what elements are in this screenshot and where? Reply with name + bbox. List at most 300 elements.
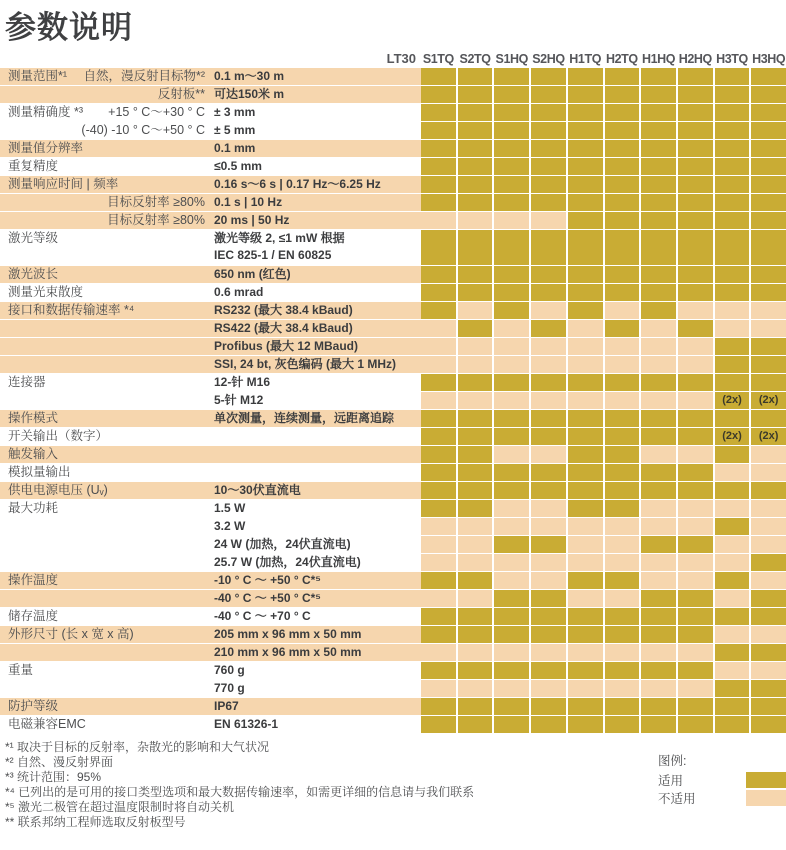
cell-applicable-s2hq (531, 68, 566, 85)
cell-not-applicable-s2tq (458, 302, 493, 319)
legend-swatch-applicable (746, 772, 786, 788)
row-cells (421, 176, 786, 193)
cell-applicable-s2hq (531, 320, 566, 337)
cell-applicable-h3tq (715, 698, 750, 715)
cell-not-applicable-h1tq (568, 536, 603, 553)
cell-applicable-h1tq (568, 698, 603, 715)
cell-applicable-h2tq (605, 626, 640, 643)
row-cells (421, 356, 786, 373)
cell-not-applicable-s2tq (458, 212, 493, 229)
cell-not-applicable-h2tq (605, 392, 640, 409)
cell-not-applicable-s2tq (458, 644, 493, 661)
cell-applicable-s1hq (494, 536, 529, 553)
cell-not-applicable-s1hq (494, 572, 529, 589)
row-left-pane (0, 158, 421, 175)
cell-applicable-h3tq (715, 338, 750, 355)
cell-applicable-h2hq (678, 536, 713, 553)
row-left-pane (0, 140, 421, 157)
cell-applicable-s2tq (458, 572, 493, 589)
cell-applicable-s1hq (494, 230, 529, 265)
cell-not-applicable-s2hq (531, 500, 566, 517)
cell-applicable-h2hq (678, 104, 713, 121)
cell-applicable-h2tq (605, 194, 640, 211)
row-cells (421, 302, 786, 319)
cell-applicable-h1tq (568, 464, 603, 481)
cell-applicable-h3hq (751, 230, 786, 265)
cell-not-applicable-s2hq (531, 212, 566, 229)
cell-applicable-h1tq (568, 410, 603, 427)
cell-applicable-s1hq (494, 464, 529, 481)
row-cells (421, 284, 786, 301)
cell-applicable-h1hq (641, 86, 676, 103)
column-header-s2hq: S2HQ (532, 52, 565, 66)
cell-applicable-s1tq (421, 176, 456, 193)
footnote: ** 联系邦纳工程师选取反射板型号 (5, 815, 186, 829)
cell-applicable-h1hq (641, 374, 676, 391)
row-value: -40 ° C ～ +50 ° C*⁵ (214, 591, 321, 605)
cell-applicable-h2tq (605, 716, 640, 733)
row-cells (421, 482, 786, 499)
cell-not-applicable-h2tq (605, 536, 640, 553)
cell-applicable-s1hq (494, 374, 529, 391)
row-left-pane (0, 86, 421, 103)
cell-not-applicable-h3hq (751, 626, 786, 643)
legend-label-applicable: 适用 (658, 774, 684, 788)
cell-applicable-s2tq (458, 284, 493, 301)
table-row (0, 356, 786, 373)
cell-not-applicable-s2tq (458, 338, 493, 355)
table-row (0, 680, 786, 697)
row-sublabel: (-40) -10 ° C～+50 ° C (81, 123, 205, 137)
row-label: 激光波长 (8, 267, 59, 281)
row-left-pane (0, 626, 421, 643)
table-row (0, 518, 786, 535)
row-left-pane (0, 104, 421, 121)
table-row (0, 374, 786, 391)
cell-applicable-s1hq (494, 626, 529, 643)
cell-applicable-h1hq (641, 590, 676, 607)
cell-applicable-s2tq (458, 194, 493, 211)
cell-applicable-h1tq (568, 104, 603, 121)
cell-applicable-s2tq (458, 464, 493, 481)
row-value: 770 g (214, 681, 245, 695)
cell-applicable-s2hq (531, 284, 566, 301)
cell-applicable-h1tq (568, 626, 603, 643)
cell-applicable-h2hq (678, 194, 713, 211)
cell-applicable-h1tq (568, 158, 603, 175)
cell-applicable-h3tq (715, 266, 750, 283)
cell-applicable-h1hq (641, 464, 676, 481)
cell-applicable-h2tq (605, 284, 640, 301)
row-cells (421, 626, 786, 643)
table-row (0, 464, 786, 481)
cell-applicable-h1hq (641, 194, 676, 211)
cell-applicable-h3tq (715, 122, 750, 139)
table-row (0, 140, 786, 157)
table-row (0, 284, 786, 301)
row-value: 可达150米 m (214, 87, 285, 101)
cell-applicable-s1hq (494, 590, 529, 607)
cell-not-applicable-s2hq (531, 554, 566, 571)
row-value: EN 61326-1 (214, 717, 279, 731)
cell-not-applicable-h1hq (641, 392, 676, 409)
cell-applicable-h3hq (751, 608, 786, 625)
cell-applicable-h3hq (751, 194, 786, 211)
table-row (0, 428, 786, 445)
cell-applicable-h2hq (678, 482, 713, 499)
table-row (0, 392, 786, 409)
cell-applicable-h1hq (641, 284, 676, 301)
cell-applicable-h2tq (605, 158, 640, 175)
cell-applicable-s2hq (531, 374, 566, 391)
cell-applicable-h1hq (641, 626, 676, 643)
cell-not-applicable-s2tq (458, 590, 493, 607)
row-label: 测量范围*¹ (8, 69, 68, 83)
row-value: 0.1 m～30 m (214, 69, 285, 83)
cell-applicable-s2hq (531, 266, 566, 283)
row-value: 0.1 s | 10 Hz (214, 195, 283, 209)
cell-not-applicable-h3tq (715, 626, 750, 643)
cell-applicable-h2tq (605, 122, 640, 139)
cell-not-applicable-h2hq (678, 446, 713, 463)
cell-applicable-s1tq (421, 410, 456, 427)
row-label: 操作模式 (8, 411, 59, 425)
column-header-h3hq: H3HQ (752, 52, 786, 66)
row-label: 触发输入 (8, 447, 59, 461)
footnote: *¹ 取决于目标的反射率，杂散光的影响和大气状况 (5, 740, 270, 754)
model-column-headers (421, 52, 786, 66)
cell-applicable-h1tq (568, 212, 603, 229)
cell-applicable-s1tq (421, 446, 456, 463)
row-value: ± 5 mm (214, 123, 256, 137)
cell-applicable-h1tq (568, 176, 603, 193)
cell-not-applicable-h3tq (715, 536, 750, 553)
cell-applicable-s1hq (494, 608, 529, 625)
column-header-lt30: LT30 (386, 51, 416, 66)
cell-applicable-s2hq (531, 590, 566, 607)
cell-not-applicable-h2hq (678, 518, 713, 535)
cell-applicable-h2hq (678, 320, 713, 337)
cell-applicable-h2tq (605, 266, 640, 283)
cell-applicable-h2tq (605, 212, 640, 229)
cell-applicable-h2tq (605, 86, 640, 103)
cell-not-applicable-h3hq (751, 572, 786, 589)
cell-applicable-h3tq (715, 104, 750, 121)
cell-applicable-s1tq (421, 158, 456, 175)
row-cells (421, 158, 786, 175)
column-header-s1tq: S1TQ (422, 52, 454, 66)
cell-applicable-h2tq (605, 176, 640, 193)
row-sublabel: 反射板** (157, 87, 205, 101)
cell-applicable-h3hq (751, 86, 786, 103)
row-label: 防护等级 (8, 699, 59, 713)
table-row (0, 266, 786, 283)
cell-applicable-h1hq (641, 410, 676, 427)
cell-applicable-h1hq (641, 302, 676, 319)
cell-applicable-s2tq (458, 500, 493, 517)
cell-applicable-s2tq (458, 410, 493, 427)
cell-applicable-s2hq (531, 428, 566, 445)
spec-table (0, 47, 786, 734)
cell-not-applicable-s2hq (531, 392, 566, 409)
cell-applicable-h2tq (605, 140, 640, 157)
cell-applicable-s1tq (421, 572, 456, 589)
cell-applicable-h2hq (678, 374, 713, 391)
cell-not-applicable-s2hq (531, 302, 566, 319)
cell-applicable-h2hq (678, 158, 713, 175)
row-cells (421, 140, 786, 157)
row-label: 开关输出（数字） (8, 429, 109, 443)
cell-not-applicable-s1tq (421, 680, 456, 697)
table-row (0, 554, 786, 571)
row-label: 连接器 (8, 375, 46, 389)
cell-applicable-s2tq (458, 68, 493, 85)
cell-not-applicable-h3hq (751, 662, 786, 679)
row-left-pane (0, 554, 421, 571)
row-value: SSI, 24 bt, 灰色编码 (最大 1 MHz) (214, 357, 397, 371)
cell-applicable-h3hq (751, 176, 786, 193)
cell-applicable-s1tq (421, 104, 456, 121)
column-header-h2tq: H2TQ (605, 52, 638, 66)
table-row (0, 122, 786, 139)
cell-not-applicable-s2tq (458, 392, 493, 409)
cell-applicable-h3tq (715, 716, 750, 733)
cell-not-applicable-h3tq (715, 302, 750, 319)
cell-applicable-s2tq (458, 428, 493, 445)
row-label: 接口和数据传输速率 *⁴ (8, 303, 135, 317)
cell-applicable-h1tq (568, 716, 603, 733)
cell-not-applicable-h3hq (751, 446, 786, 463)
cell-applicable-s1tq (421, 716, 456, 733)
cell-applicable-h3tq (715, 158, 750, 175)
cell-applicable-s1tq (421, 662, 456, 679)
footnote: *³ 统计范围：95% (5, 770, 102, 784)
row-cells (421, 266, 786, 283)
cell-not-applicable-h1hq (641, 356, 676, 373)
row-left-pane (0, 356, 421, 373)
cell-not-applicable-s2hq (531, 356, 566, 373)
cell-applicable-h2tq (605, 104, 640, 121)
row-cells (421, 68, 786, 85)
table-row (0, 176, 786, 193)
row-left-pane (0, 608, 421, 625)
row-left-pane (0, 428, 421, 445)
table-row (0, 662, 786, 679)
cell-applicable-h1tq (568, 662, 603, 679)
cell-applicable-s2hq (531, 158, 566, 175)
cell-applicable-s2tq (458, 122, 493, 139)
row-label: 测量精确度 *³ (8, 105, 84, 119)
cell-applicable-h2tq (605, 230, 640, 265)
table-row (0, 320, 786, 337)
row-left-pane (0, 572, 421, 589)
cell-not-applicable-h2hq (678, 302, 713, 319)
cell-applicable-h3tq (715, 572, 750, 589)
row-cells (421, 86, 786, 103)
table-row (0, 572, 786, 589)
cell-not-applicable-s1tq (421, 212, 456, 229)
cell-not-applicable-s1tq (421, 590, 456, 607)
cell-applicable-s2tq (458, 374, 493, 391)
cell-not-applicable-s1tq (421, 356, 456, 373)
row-value: RS232 (最大 38.4 kBaud) (214, 303, 353, 317)
legend-title: 图例: (658, 754, 687, 768)
cell-applicable-s1hq (494, 176, 529, 193)
cell-applicable-h2tq (605, 428, 640, 445)
cell-applicable-h3tq (715, 680, 750, 697)
cell-applicable-h2hq (678, 266, 713, 283)
row-value: IP67 (214, 699, 239, 713)
cell-applicable-h1hq (641, 536, 676, 553)
cell-applicable-s1tq (421, 284, 456, 301)
cell-applicable-h3tq (715, 356, 750, 373)
cell-not-applicable-h3hq (751, 518, 786, 535)
cell-applicable-s2hq (531, 464, 566, 481)
row-left-pane (0, 338, 421, 355)
cell-applicable-h1tq (568, 446, 603, 463)
cell-applicable-h2tq (605, 482, 640, 499)
table-row (0, 716, 786, 733)
row-value: 5-针 M12 (214, 393, 264, 407)
cell-not-applicable-s2hq (531, 446, 566, 463)
cell-applicable-s2hq (531, 140, 566, 157)
cell-applicable-h2tq (605, 662, 640, 679)
cell-applicable-s2tq (458, 716, 493, 733)
row-value: 20 ms | 50 Hz (214, 213, 290, 227)
cell-applicable-s2tq (458, 320, 493, 337)
cell-applicable-h1tq (568, 194, 603, 211)
cell-applicable-s1hq (494, 266, 529, 283)
cell-applicable-h2hq (678, 698, 713, 715)
cell-applicable-h2hq (678, 626, 713, 643)
cell-applicable-h3tq (715, 482, 750, 499)
cell-applicable-s1tq (421, 608, 456, 625)
row-left-pane (0, 482, 421, 499)
row-left-pane (0, 284, 421, 301)
cell-not-applicable-h3tq (715, 320, 750, 337)
row-value: ≤0.5 mm (214, 159, 262, 173)
cell-applicable-s1hq (494, 482, 529, 499)
cell-not-applicable-h1tq (568, 320, 603, 337)
row-sublabel: 目标反射率 ≥80% (107, 195, 205, 209)
cell-not-applicable-h2tq (605, 518, 640, 535)
cell-applicable-s1tq (421, 464, 456, 481)
cell-applicable-s1tq (421, 482, 456, 499)
cell-applicable-s2tq (458, 266, 493, 283)
cell-applicable-h1tq (568, 140, 603, 157)
cell-not-applicable-h1tq (568, 554, 603, 571)
cell-applicable-s2tq (458, 176, 493, 193)
row-label: 模拟量输出 (8, 465, 71, 479)
row-label: 外形尺寸 (长 x 宽 x 高) (8, 627, 134, 641)
cell-applicable-h3tq (715, 410, 750, 427)
row-value: 760 g (214, 663, 245, 677)
cell-applicable-s1hq (494, 284, 529, 301)
cell-applicable-h3tq (715, 68, 750, 85)
row-value: RS422 (最大 38.4 kBaud) (214, 321, 353, 335)
row-value: -10 ° C ～ +50 ° C*⁵ (214, 573, 321, 587)
cell-applicable-h3hq (751, 482, 786, 499)
cell-applicable-s1tq (421, 266, 456, 283)
cell-applicable-h2hq (678, 140, 713, 157)
cell-applicable-h2hq (678, 284, 713, 301)
cell-applicable-s2tq (458, 662, 493, 679)
cell-applicable-s1tq (421, 302, 456, 319)
row-value: 0.6 mrad (214, 285, 264, 299)
cell-applicable-s1tq (421, 698, 456, 715)
row-cells (421, 230, 786, 265)
cell-applicable-h3tq (715, 194, 750, 211)
cell-not-applicable-s2tq (458, 356, 493, 373)
row-cells (421, 446, 786, 463)
cell-applicable-h2tq (605, 320, 640, 337)
table-row (0, 338, 786, 355)
cell-applicable-h3hq (751, 284, 786, 301)
row-value: 10～30伏直流电 (214, 483, 301, 497)
table-row (0, 536, 786, 553)
row-left-pane (0, 230, 421, 265)
cell-not-applicable-s1hq (494, 554, 529, 571)
row-value: ± 3 mm (214, 105, 256, 119)
cell-applicable-s1hq (494, 140, 529, 157)
cell-not-applicable-s1tq (421, 554, 456, 571)
cell-applicable-h3tq (715, 86, 750, 103)
cell-not-applicable-s2hq (531, 644, 566, 661)
cell-applicable-h2hq (678, 662, 713, 679)
row-cells (421, 662, 786, 679)
cell-not-applicable-h1hq (641, 500, 676, 517)
cell-applicable-h1tq (568, 68, 603, 85)
cell-applicable-h3tq (715, 374, 750, 391)
cell-applicable-s2hq (531, 194, 566, 211)
row-left-pane (0, 392, 421, 409)
row-label: 测量响应时间 | 频率 (8, 177, 119, 191)
cell-applicable-h3tq (715, 230, 750, 265)
cell-not-applicable-h2hq (678, 500, 713, 517)
row-value: 单次测量，连续测量，远距离追踪 (214, 411, 395, 425)
cell-applicable-s1hq (494, 194, 529, 211)
cell-not-applicable-h1hq (641, 644, 676, 661)
cell-not-applicable-h3hq (751, 320, 786, 337)
cell-applicable-h1hq (641, 716, 676, 733)
row-left-pane (0, 68, 421, 85)
cell-not-applicable-h3tq (715, 464, 750, 481)
row-value: 3.2 W (214, 519, 246, 533)
row-left-pane (0, 464, 421, 481)
cell-applicable-h2tq (605, 374, 640, 391)
cell-applicable-h3hq (751, 680, 786, 697)
cell-applicable-h1hq (641, 482, 676, 499)
cell-applicable-h1tq (568, 302, 603, 319)
table-row (0, 68, 786, 85)
row-cells (421, 338, 786, 355)
cell-not-applicable-s1tq (421, 338, 456, 355)
cell-applicable-s2tq (458, 626, 493, 643)
cell-not-applicable-h3hq (751, 536, 786, 553)
cell-applicable-h3hq (751, 158, 786, 175)
cell-applicable-h3tq (715, 212, 750, 229)
row-sublabel: 自然，漫反射目标物*² (83, 69, 205, 83)
row-value: 激光等级 2, ≤1 mW 根据 IEC 825-1 / EN 60825 (214, 231, 345, 262)
cell-applicable-s1hq (494, 86, 529, 103)
cell-applicable-h3tq (715, 176, 750, 193)
cell-applicable-h2tq (605, 698, 640, 715)
cell-applicable-h1tq (568, 482, 603, 499)
footnote: *⁵ 激光二极管在超过温度限制时将自动关机 (5, 800, 234, 814)
table-row (0, 302, 786, 319)
cell-not-applicable-s1hq (494, 500, 529, 517)
cell-applicable-s1tq (421, 230, 456, 265)
